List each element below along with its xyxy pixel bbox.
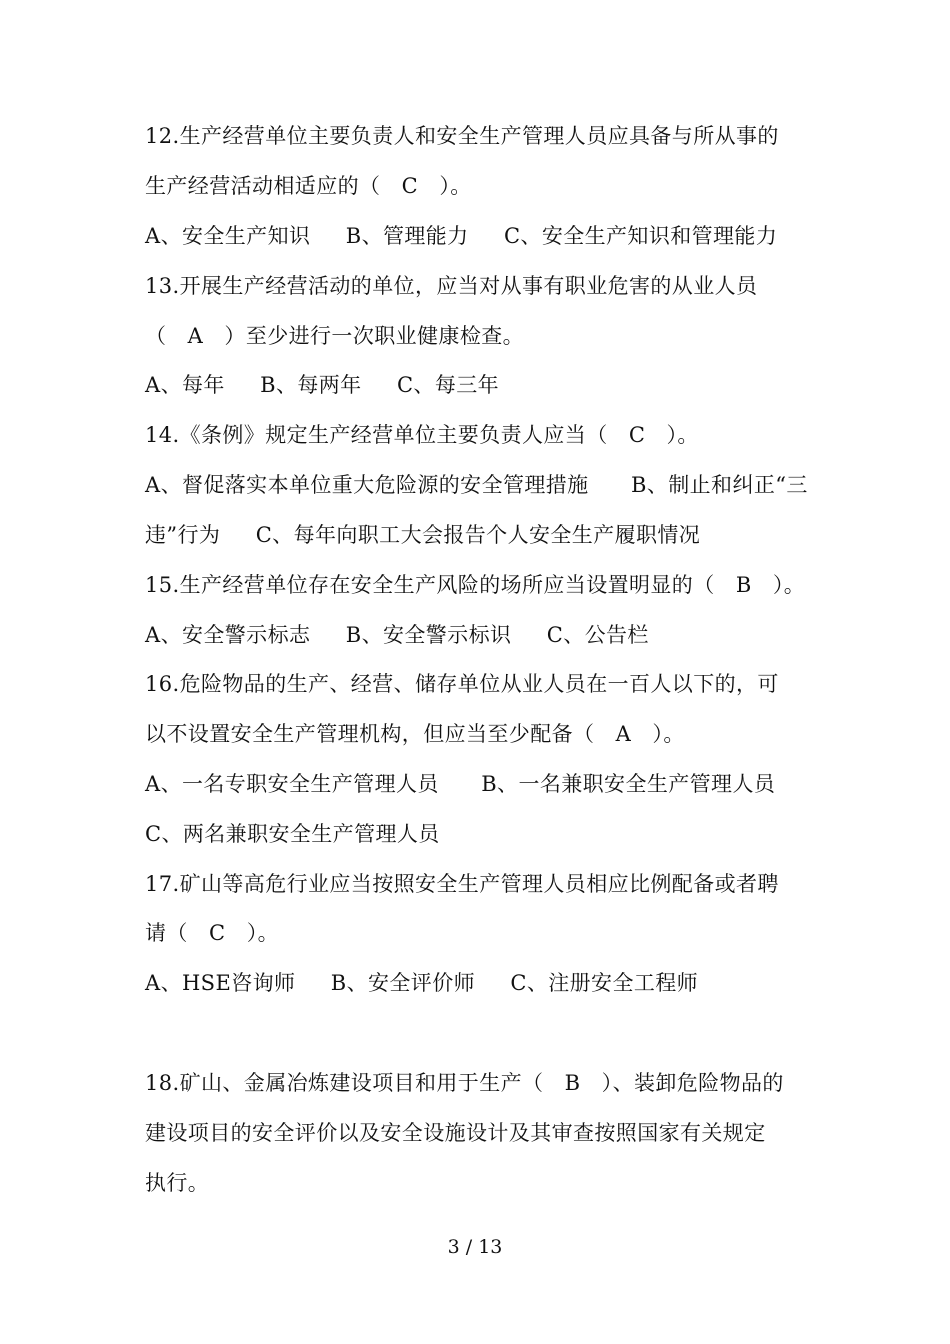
question-15-line-1: 15.生产经营单位存在安全生产风险的场所应当设置明显的（ B ）。 (145, 573, 806, 597)
question-18-line-2: 建设项目的安全评价以及安全设施设计及其审查按照国家有关规定 (145, 1121, 766, 1145)
question-16-line-2: 以不设置安全生产管理机构，但应当至少配备（ A ）。 (145, 722, 685, 746)
question-17-line-2: 请（ C ）。 (145, 921, 280, 945)
question-13-line-1: 13.开展生产经营活动的单位，应当对从事有职业危害的从业人员 (145, 274, 758, 298)
question-12-line-2: 生产经营活动相适应的（ C ）。 (145, 174, 472, 198)
question-13-options: A、每年 B、每两年 C、每三年 (145, 373, 500, 397)
question-17-line-1: 17.矿山等高危行业应当按照安全生产管理人员相应比例配备或者聘 (145, 872, 779, 896)
question-18-line-3: 执行。 (145, 1171, 210, 1195)
question-16-line-1: 16.危险物品的生产、经营、储存单位从业人员在一百人以下的，可 (145, 672, 779, 696)
question-12-options: A、安全生产知识 B、管理能力 C、安全生产知识和管理能力 (145, 224, 778, 248)
question-12-line-1: 12.生产经营单位主要负责人和安全生产管理人员应具备与所从事的 (145, 124, 779, 148)
question-17-options: A、HSE咨询师 B、安全评价师 C、注册安全工程师 (145, 971, 699, 995)
page-number: 3 / 13 (447, 1236, 503, 1258)
question-14-line-1: 14.《条例》规定生产经营单位主要负责人应当（ C ）。 (145, 423, 699, 447)
question-16-options-line-1: A、一名专职安全生产管理人员 B、一名兼职安全生产管理人员 (145, 772, 776, 796)
question-18-line-1: 18.矿山、金属冶炼建设项目和用于生产（ B ）、装卸危险物品的 (145, 1071, 784, 1095)
question-13-line-2: （ A ）至少进行一次职业健康检查。 (145, 324, 525, 348)
question-14-options-line-2: 违”行为 C、每年向职工大会报告个人安全生产履职情况 (145, 523, 701, 547)
question-15-options: A、安全警示标志 B、安全警示标识 C、公告栏 (145, 623, 649, 647)
question-14-options-line-1: A、督促落实本单位重大危险源的安全管理措施 B、制止和纠正“三 (145, 473, 808, 497)
question-16-options-line-2: C、两名兼职安全生产管理人员 (145, 822, 440, 846)
